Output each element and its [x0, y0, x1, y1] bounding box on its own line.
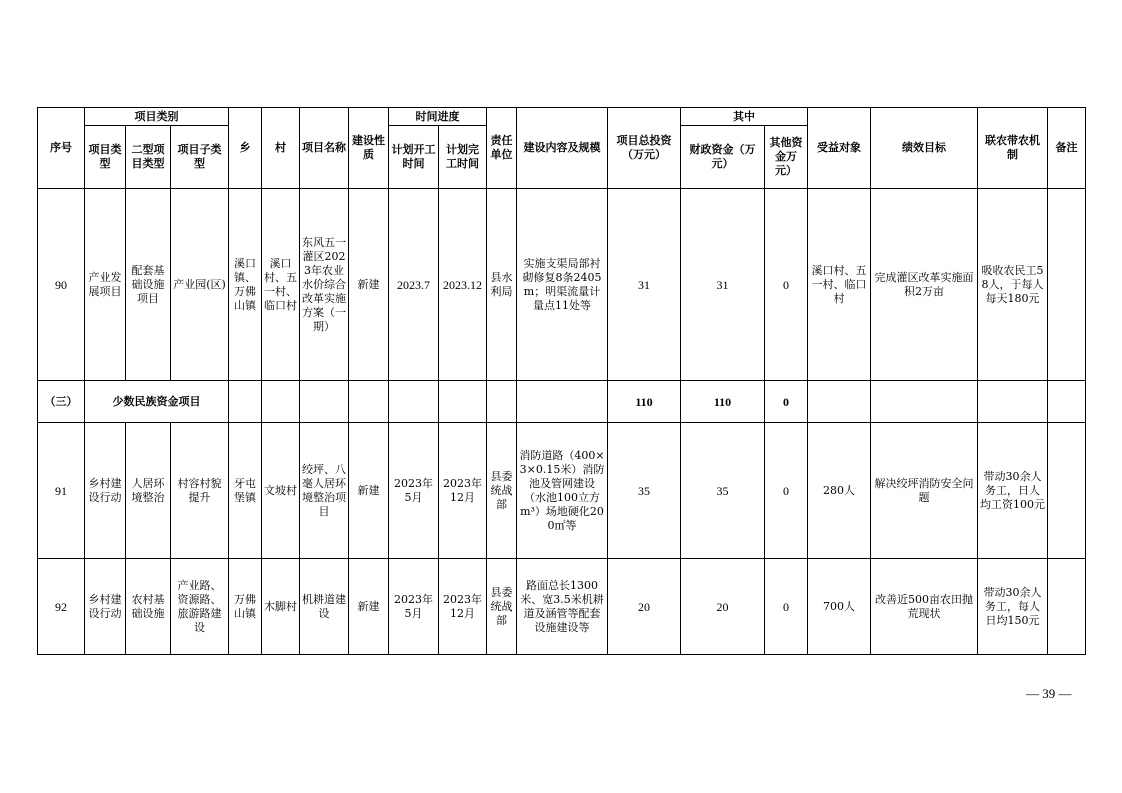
header-construction-nature: 建设性质 — [349, 108, 389, 189]
cell-fiscal-funds: 31 — [681, 189, 765, 381]
header-responsible-unit: 责任单位 — [487, 108, 517, 189]
cell-township: 溪口镇、万佛山镇 — [229, 189, 262, 381]
cell-seq: 92 — [38, 559, 85, 655]
header-content-scale: 建设内容及规模 — [517, 108, 608, 189]
header-type2: 二型项目类型 — [126, 126, 171, 189]
cell-type2: 农村基础设施 — [126, 559, 171, 655]
header-farmer-mechanism: 联农带农机制 — [978, 108, 1048, 189]
section-empty — [300, 381, 349, 423]
cell-plan-end: 2023年12月 — [439, 423, 487, 559]
cell-beneficiary: 溪口村、五一村、临口村 — [808, 189, 871, 381]
cell-fiscal-funds: 35 — [681, 423, 765, 559]
cell-content-scale: 路面总长1300米、宽3.5米机耕道及涵管等配套设施建设等 — [517, 559, 608, 655]
header-performance-goal: 绩效目标 — [871, 108, 978, 189]
header-seq: 序号 — [38, 108, 85, 189]
header-sub-type: 项目子类型 — [171, 126, 229, 189]
cell-sub-type: 产业园(区) — [171, 189, 229, 381]
cell-performance-goal: 解决绞坪消防安全问题 — [871, 423, 978, 559]
header-plan-start: 计划开工时间 — [389, 126, 439, 189]
cell-total-investment: 31 — [608, 189, 681, 381]
section-row — [38, 381, 1086, 423]
cell-plan-end: 2023年12月 — [439, 559, 487, 655]
section-empty — [978, 381, 1048, 423]
cell-sub-type: 村容村貌提升 — [171, 423, 229, 559]
section-empty — [487, 381, 517, 423]
header-beneficiary: 受益对象 — [808, 108, 871, 189]
section-total-investment: 110 — [608, 381, 681, 423]
cell-plan-start: 2023年5月 — [389, 423, 439, 559]
header-project-type: 项目类型 — [85, 126, 126, 189]
cell-plan-start: 2023年5月 — [389, 559, 439, 655]
cell-other-funds: 0 — [765, 189, 808, 381]
header-row-1 — [38, 108, 1086, 126]
table-row — [38, 423, 1086, 559]
section-title: 少数民族资金项目 — [85, 381, 229, 423]
section-empty — [229, 381, 262, 423]
section-empty — [389, 381, 439, 423]
cell-sub-type: 产业路、资源路、旅游路建设 — [171, 559, 229, 655]
table-row — [38, 559, 1086, 655]
cell-seq: 90 — [38, 189, 85, 381]
cell-farmer-mechanism: 带动30余人务工，日人均工资100元 — [978, 423, 1048, 559]
section-fiscal-funds: 110 — [681, 381, 765, 423]
cell-farmer-mechanism: 吸收农民工58人，于每人每天180元 — [978, 189, 1048, 381]
section-other-funds: 0 — [765, 381, 808, 423]
header-time-group: 时间进度 — [389, 108, 487, 126]
header-remarks: 备注 — [1048, 108, 1086, 189]
header-total-investment: 项目总投资（万元） — [608, 108, 681, 189]
cell-project-type: 产业发展项目 — [85, 189, 126, 381]
cell-farmer-mechanism: 带动30余人务工，每人日均150元 — [978, 559, 1048, 655]
cell-construction-nature: 新建 — [349, 189, 389, 381]
cell-township: 万佛山镇 — [229, 559, 262, 655]
cell-project-name: 绞坪、八毫人居环境整治项目 — [300, 423, 349, 559]
cell-total-investment: 35 — [608, 423, 681, 559]
cell-project-name: 机耕道建设 — [300, 559, 349, 655]
header-village: 村 — [262, 108, 300, 189]
cell-responsible-unit: 县水利局 — [487, 189, 517, 381]
cell-beneficiary: 700人 — [808, 559, 871, 655]
header-of-which: 其中 — [681, 108, 808, 126]
section-empty — [517, 381, 608, 423]
cell-project-name: 东风五一灌区2023年农业水价综合改革实施方案（一期） — [300, 189, 349, 381]
cell-village: 文坡村 — [262, 423, 300, 559]
project-table — [37, 107, 1086, 655]
cell-other-funds: 0 — [765, 423, 808, 559]
cell-total-investment: 20 — [608, 559, 681, 655]
cell-type2: 配套基础设施项目 — [126, 189, 171, 381]
cell-plan-end: 2023.12 — [439, 189, 487, 381]
cell-performance-goal: 完成灌区改革实施面积2万亩 — [871, 189, 978, 381]
section-empty — [1048, 381, 1086, 423]
cell-township: 牙屯堡镇 — [229, 423, 262, 559]
cell-beneficiary: 280人 — [808, 423, 871, 559]
cell-project-type: 乡村建设行动 — [85, 559, 126, 655]
section-empty — [439, 381, 487, 423]
header-township: 乡 — [229, 108, 262, 189]
cell-content-scale: 实施支渠局部衬砌修复8条2405m；明渠流量计量点11处等 — [517, 189, 608, 381]
cell-responsible-unit: 县委统战部 — [487, 423, 517, 559]
cell-remarks — [1048, 189, 1086, 381]
cell-construction-nature: 新建 — [349, 559, 389, 655]
cell-type2: 人居环境整治 — [126, 423, 171, 559]
cell-plan-start: 2023.7 — [389, 189, 439, 381]
cell-other-funds: 0 — [765, 559, 808, 655]
header-plan-end: 计划完工时间 — [439, 126, 487, 189]
cell-village: 木脚村 — [262, 559, 300, 655]
cell-content-scale: 消防道路（400×3×0.15米）消防池及管网建设（水池100立方m³）场地硬化200㎡等 — [517, 423, 608, 559]
cell-seq: 91 — [38, 423, 85, 559]
page-number: — 39 — — [1026, 686, 1072, 701]
header-other-funds: 其他资金万元） — [765, 126, 808, 189]
table-row — [38, 189, 1086, 381]
cell-remarks — [1048, 559, 1086, 655]
cell-remarks — [1048, 423, 1086, 559]
section-empty — [871, 381, 978, 423]
section-empty — [349, 381, 389, 423]
cell-village: 溪口村、五一村、临口村 — [262, 189, 300, 381]
section-empty — [262, 381, 300, 423]
cell-performance-goal: 改善近500亩农田抛荒现状 — [871, 559, 978, 655]
header-category-group: 项目类别 — [85, 108, 229, 126]
section-empty — [808, 381, 871, 423]
cell-responsible-unit: 县委统战部 — [487, 559, 517, 655]
header-fiscal-funds: 财政资金（万元） — [681, 126, 765, 189]
cell-project-type: 乡村建设行动 — [85, 423, 126, 559]
section-seq: （三） — [38, 381, 85, 423]
cell-construction-nature: 新建 — [349, 423, 389, 559]
cell-fiscal-funds: 20 — [681, 559, 765, 655]
header-project-name: 项目名称 — [300, 108, 349, 189]
